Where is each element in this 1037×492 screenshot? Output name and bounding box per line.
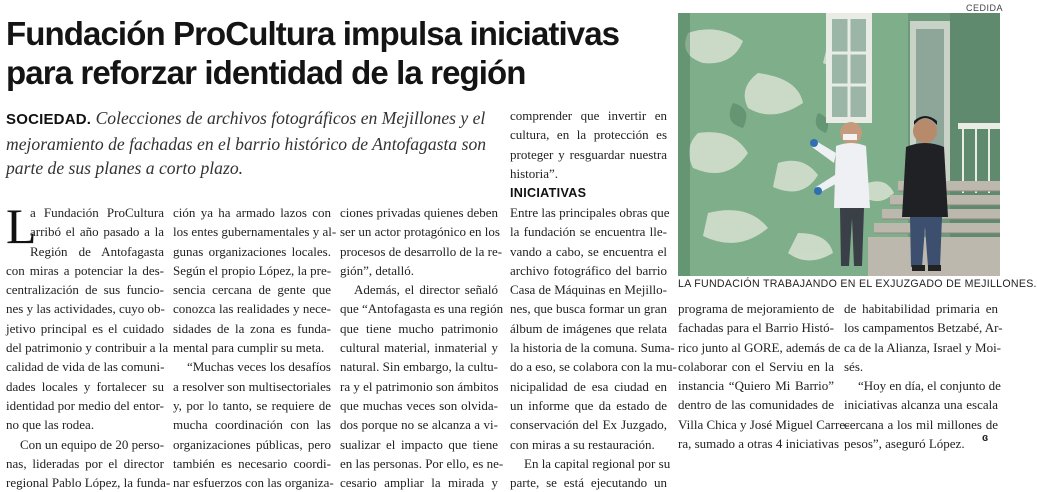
- text-line: ra, sumado a otras 4 iniciativas: [678, 436, 840, 452]
- body-column-1: [6, 198, 171, 492]
- photo-caption: LA FUNDACIÓN TRABAJANDO EN EL EXJUZGADO DE MEJILLONES.: [678, 278, 1037, 290]
- text-line: a resolver son multisectoriales: [173, 378, 331, 394]
- body-column-4: [510, 184, 677, 492]
- text-line: nar esfuerzos con las organiza-: [173, 475, 334, 491]
- text-line: los campamentos Betzabé, Ar-: [844, 320, 1003, 336]
- lead-text: Colecciones de archivos fotográficos en Mejillones y el mejoramiento de fachadas en el barrio histórico de Antofagasta son parte de sus planes a corto plazo.: [6, 108, 487, 178]
- text-line: mucha coordinación con las: [173, 417, 331, 433]
- text-line: dentro de las comunidades de: [678, 397, 834, 413]
- text-line: álbum de imágenes que relata: [510, 320, 667, 336]
- text-line: en las personas. Por ello, es ne-: [340, 455, 504, 471]
- article-deck: [6, 106, 500, 180]
- text-line: gunas organizaciones locales.: [173, 243, 331, 259]
- text-line: a Fundación ProCultura: [30, 205, 164, 220]
- text-line: sés.: [844, 358, 864, 374]
- photo-illustration: [678, 13, 1000, 276]
- text-line: nes, que busca formar un gran: [510, 301, 667, 317]
- article-photo: [678, 13, 1000, 276]
- text-line: ciones privadas quienes deben: [340, 205, 498, 220]
- text-line: conozca las realidades y nece-: [173, 301, 331, 317]
- text-line: identidad por medio del entor-: [6, 397, 164, 413]
- text-line: comprender que invertir en: [510, 108, 667, 123]
- text-line: Villa Chica y José Miguel Carre-: [678, 416, 850, 432]
- text-line: Con un equipo de 20 perso-: [20, 436, 165, 452]
- text-line: la fundación se encuentra lle-: [510, 224, 667, 240]
- text-line: cesario ampliar la mirada y: [340, 475, 498, 491]
- text-line: Entre las principales obras que: [510, 205, 670, 220]
- text-line: del patrimonio y contribuir a la: [6, 340, 169, 356]
- text-line: En la capital regional por su: [524, 455, 671, 471]
- text-line: cultural material, inmaterial y: [340, 340, 498, 356]
- headline-line: para reforzar identidad de la región: [6, 54, 526, 91]
- drop-cap: L: [6, 198, 37, 254]
- text-line: cercana a los mil millones de: [844, 416, 998, 432]
- text-line: que “Antofagasta es una región: [340, 301, 504, 317]
- text-line: nes y las actividades, cuyo ob-: [6, 301, 165, 317]
- end-mark-icon: ɞ: [982, 432, 989, 444]
- text-line: Además, el director señaló: [354, 282, 498, 298]
- body-column-5: [678, 299, 850, 453]
- text-line: con miras a potenciar la des-: [6, 262, 164, 278]
- body-column-6: [844, 299, 1003, 453]
- text-line: un informe que da estado de: [510, 397, 667, 413]
- text-line: también es necesario coordi-: [173, 455, 331, 471]
- section-subhead: INICIATIVAS: [510, 186, 587, 200]
- text-line: “Muchas veces los desafíos: [187, 359, 331, 375]
- text-line: fachadas para el Barrio Histó-: [678, 320, 834, 336]
- text-line: colaborar con el Serviu en la: [678, 358, 834, 374]
- text-line: vando a cabo, se encuentra el: [510, 243, 667, 259]
- text-line: instancia “Quiero Mi Barrio”: [678, 378, 834, 394]
- text-line: Casa de Máquinas en Mejillo-: [510, 282, 667, 298]
- text-line: natural. Sin embargo, la cultu-: [340, 359, 498, 375]
- text-line: procesos de desarrollo de la re-: [340, 243, 503, 259]
- text-line: proteger y resguardar nuestra: [510, 146, 667, 162]
- text-line: iniciativas alcanza una escala: [844, 397, 998, 413]
- text-line: dades locales y fortalecer su: [6, 378, 164, 394]
- text-line: do a eso, se colabora con la mu-: [510, 359, 677, 375]
- text-line: que muchas veces son olvida-: [340, 397, 498, 413]
- text-line: calidad de vida de las comuni-: [6, 359, 165, 375]
- text-line: no que las rodea.: [6, 417, 95, 433]
- text-line: dos porque no se alcanza a vi-: [340, 417, 498, 433]
- text-line: regional Pablo López, la funda-: [6, 475, 171, 491]
- text-line: sualizar el impacto que tiene: [340, 436, 498, 452]
- article-headline: [6, 14, 670, 92]
- headline-line: Fundación ProCultura impulsa iniciativas: [6, 15, 620, 52]
- body-column-3: [340, 203, 504, 492]
- text-line: Región de Antofagasta: [30, 243, 164, 259]
- text-line: “Hoy en día, el conjunto de: [858, 378, 1001, 394]
- text-line: programa de mejoramiento de: [678, 301, 835, 316]
- text-line: pesos”, aseguró López.: [844, 436, 965, 452]
- body-column-4-top: [510, 106, 667, 183]
- text-line: organizaciones públicas, pero: [173, 436, 331, 452]
- text-line: Según el propio López, la pre-: [173, 262, 332, 278]
- photo-credit: CEDIDA: [966, 3, 1004, 13]
- text-line: con miras a su restauración.: [510, 436, 655, 452]
- text-line: archivo fotográfico del barrio: [510, 262, 667, 278]
- window: [826, 13, 872, 123]
- text-line: que tiene mucho patrimonio: [340, 320, 498, 336]
- text-line: la historia de la comuna. Suma-: [510, 340, 675, 356]
- text-line: rico junto al GORE, además de: [678, 339, 841, 355]
- text-line: parte, se está ejecutando un: [510, 475, 667, 491]
- text-line: centralización de sus funcio-: [6, 282, 164, 298]
- text-line: cultura, en la protección es: [510, 127, 667, 143]
- text-line: mental para cumplir su meta.: [173, 340, 325, 356]
- text-line: ser un actor protagónico en los: [340, 224, 500, 240]
- text-line: ra y el patrimonio son ámbitos: [340, 378, 499, 394]
- text-line: conservación del Ex Juzgado,: [510, 417, 667, 433]
- text-line: jetivo principal es el cuidado: [6, 320, 164, 336]
- section-tag: SOCIEDAD.: [6, 111, 92, 128]
- text-line: de habitabilidad primaria en: [844, 301, 998, 316]
- text-line: y, por lo tanto, se requiere de: [173, 397, 331, 413]
- text-line: sidades de la zona es funda-: [173, 320, 331, 336]
- text-line: gión”, detalló.: [340, 262, 415, 278]
- text-line: nas, lideradas por el director: [6, 455, 164, 471]
- text-line: los entes gubernamentales y al-: [173, 224, 337, 240]
- text-line: arribó el año pasado a la: [30, 224, 164, 240]
- text-line: ca de la Alianza, Israel y Moi-: [844, 339, 1002, 355]
- text-line: sencia cercana de gente que: [173, 282, 331, 298]
- text-line: nicipalidad de esa ciudad en: [510, 378, 667, 394]
- text-line: ción ya ha armado lazos con: [173, 205, 331, 220]
- text-line: historia”.: [510, 165, 559, 181]
- body-column-2: [173, 203, 337, 492]
